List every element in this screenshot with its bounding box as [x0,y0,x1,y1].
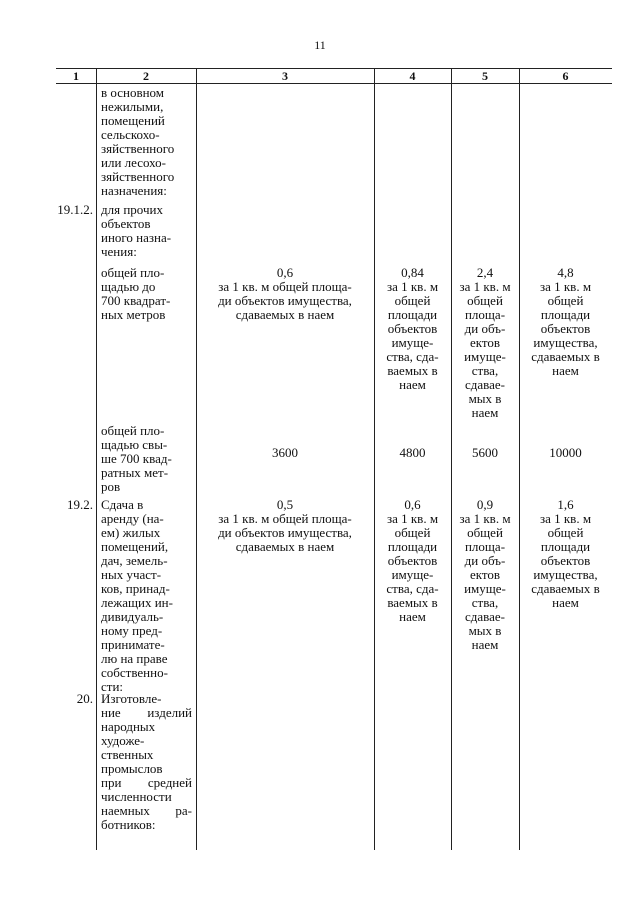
rate-line: площади [387,539,438,554]
column-divider [96,68,97,850]
row-name-line: Сдача в [101,497,144,512]
rate-line: мых в [468,623,502,638]
row-name-line: сти: [101,679,124,694]
rate-line: имуще- [391,567,434,582]
rate-line: наем [471,405,499,420]
rate-cell-col4 [374,498,451,624]
rate-cell-col5 [451,266,519,420]
row-name-line: иного назна- [101,230,172,245]
rate-cell-col4: 4800 [399,445,426,460]
row-name-line: зяйственного [101,141,175,156]
word: ние [101,705,121,720]
row-name-cell [101,424,194,494]
row-name-line-justified [101,776,192,790]
row-name-line: 700 квадрат- [101,293,171,308]
rate-line: ваемых в [387,595,438,610]
rate-line: ваемых в [387,363,438,378]
word: изделий [147,705,192,720]
row-name-line: ров [101,479,121,494]
row-name-line: художе- [101,733,145,748]
rate-line: сдавае- [465,377,505,392]
row-name-line: дивидуаль- [101,609,164,624]
rate-line: ектов [469,567,501,582]
rate-line: общей [394,293,431,308]
row-number: 19.1.2. [57,202,93,217]
rate-line: ди объектов имущества, [218,293,352,308]
row-name-line: щадью до [101,279,156,294]
row-name-line: или лесохо- [101,155,167,170]
rate-cell-col5: 5600 [472,445,498,460]
column-header-6: 6 [562,69,569,83]
rate-line: площади [387,307,438,322]
row-name-line: собственно- [101,665,168,680]
rate-line: наем [471,637,499,652]
row-name-line: промыслов [101,761,163,776]
row-name-line: численности [101,789,172,804]
row-name-line-justified [101,706,192,720]
rate-line: за 1 кв. м [539,511,592,526]
row-name-line: ному пред- [101,623,163,638]
row-name-line: лежащих ин- [101,595,173,610]
rate-line: имущества, [533,567,598,582]
rate-line: имущества, [533,335,598,350]
rate-line: за 1 кв. м [539,279,592,294]
row-name-line-justified [101,804,192,818]
rate-cell-col6 [519,266,612,378]
row-name-line: назначения: [101,183,167,198]
rate-line: ди объ- [464,553,506,568]
rate-line: за 1 кв. м [459,279,511,294]
rate-line: за 1 кв. м [459,511,511,526]
row-name-line: ных метров [101,307,166,322]
row-name-line: помещений [101,113,165,128]
rate-line: 0,9 [476,497,494,512]
rate-line: имуще- [464,581,506,596]
rate-line: 1,6 [557,497,574,512]
row-name-line: Изготовле- [101,691,162,706]
row-name-cell [101,498,194,694]
row-name-line: помещений, [101,539,169,554]
row-name-line: ем) жилых [101,525,161,540]
row-name-line: сельскохо- [101,127,160,142]
rate-line: наем [399,377,426,392]
rate-line: мых в [468,391,502,406]
rate-line: за 1 кв. м [386,279,439,294]
row-name-line: общей пло- [101,265,165,280]
rate-line: общей [467,293,503,308]
rate-line: ства, [471,595,499,610]
row-name-line: ных участ- [101,567,162,582]
row-name-cell [101,86,194,198]
rate-line: 0,84 [401,265,424,280]
rate-line: площади [540,539,591,554]
row-name-line: дач, земель- [101,553,168,568]
row-name-line: щадью свы- [101,437,168,452]
rate-cell-col3 [196,498,374,554]
rate-line: за 1 кв. м [386,511,439,526]
rate-line: общей [467,525,503,540]
rate-line: ди объ- [464,321,506,336]
rate-line: наем [552,595,579,610]
rate-cell-col3 [196,266,374,322]
rate-cell-col5 [451,498,519,652]
rate-line: сдаваемых в наем [235,539,335,554]
word: при [101,775,122,790]
column-header-1: 1 [73,69,79,83]
header-bottom-border [56,83,612,84]
row-name-line: объектов [101,216,151,231]
rate-line: 2,4 [476,265,494,280]
rate-cell-col6 [519,498,612,610]
rate-line: общей [547,293,584,308]
row-name-line: лю на праве [101,651,168,666]
rate-line: ства, сда- [386,349,439,364]
row-name-line: для прочих [101,202,163,217]
rate-line: общей [394,525,431,540]
row-name-line: нежилыми, [101,99,164,114]
rate-cell-col3: 3600 [272,445,298,460]
rate-line: сдаваемых в наем [235,307,335,322]
rate-line: 0,5 [276,497,294,512]
row-number: 20. [76,691,93,706]
rate-line: имуще- [391,335,434,350]
rate-line: наем [399,609,426,624]
rate-line: ектов [469,335,501,350]
word: наемных [101,803,150,818]
row-name-line: в основном [101,85,165,100]
rate-line: ства, [471,363,499,378]
rate-line: объектов [387,321,438,336]
rate-line: за 1 кв. м общей площа- [218,279,352,294]
rate-line: площа- [464,307,506,322]
row-name-line: ственных [101,747,154,762]
rate-line: объектов [387,553,438,568]
rate-line: ства, сда- [386,581,439,596]
rate-line: наем [552,363,579,378]
column-header-3: 3 [282,69,288,83]
rate-line: за 1 кв. м общей площа- [218,511,352,526]
row-name-line: ратных мет- [101,465,169,480]
row-name-line: принимате- [101,637,165,652]
row-name-line: ботников: [101,817,156,832]
row-name-line: аренду (на- [101,511,164,526]
row-name-cell [101,266,194,322]
rate-line: сдавае- [465,609,505,624]
rate-line: площа- [464,539,506,554]
rate-line: объектов [540,553,591,568]
rate-line: площади [540,307,591,322]
rate-line: сдаваемых в [531,349,600,364]
rate-line: общей [547,525,584,540]
rate-cell-col4 [374,266,451,392]
row-name-cell [101,692,192,832]
rate-line: объектов [540,321,591,336]
word: средней [147,775,192,790]
row-name-line: общей пло- [101,423,165,438]
rate-line: сдаваемых в [531,581,600,596]
row-number: 19.2. [67,497,93,512]
row-name-line: чения: [101,244,137,259]
row-name-line: народных [101,719,156,734]
column-header-4: 4 [409,69,416,83]
rate-cell-col6: 10000 [549,445,582,460]
rate-line: ди объектов имущества, [218,525,352,540]
rate-line: имуще- [464,349,506,364]
column-header-5: 5 [482,69,488,83]
word: ра- [175,803,192,818]
row-name-line: зяйственного [101,169,175,184]
column-header-2: 2 [143,69,149,83]
row-name-line: ше 700 квад- [101,451,172,466]
rate-line: 0,6 [404,497,421,512]
rate-line: 4,8 [557,265,574,280]
rate-line: 0,6 [276,265,294,280]
row-name-cell [101,203,194,259]
row-name-line: ков, принад- [101,581,170,596]
page-number: 11 [314,38,326,52]
